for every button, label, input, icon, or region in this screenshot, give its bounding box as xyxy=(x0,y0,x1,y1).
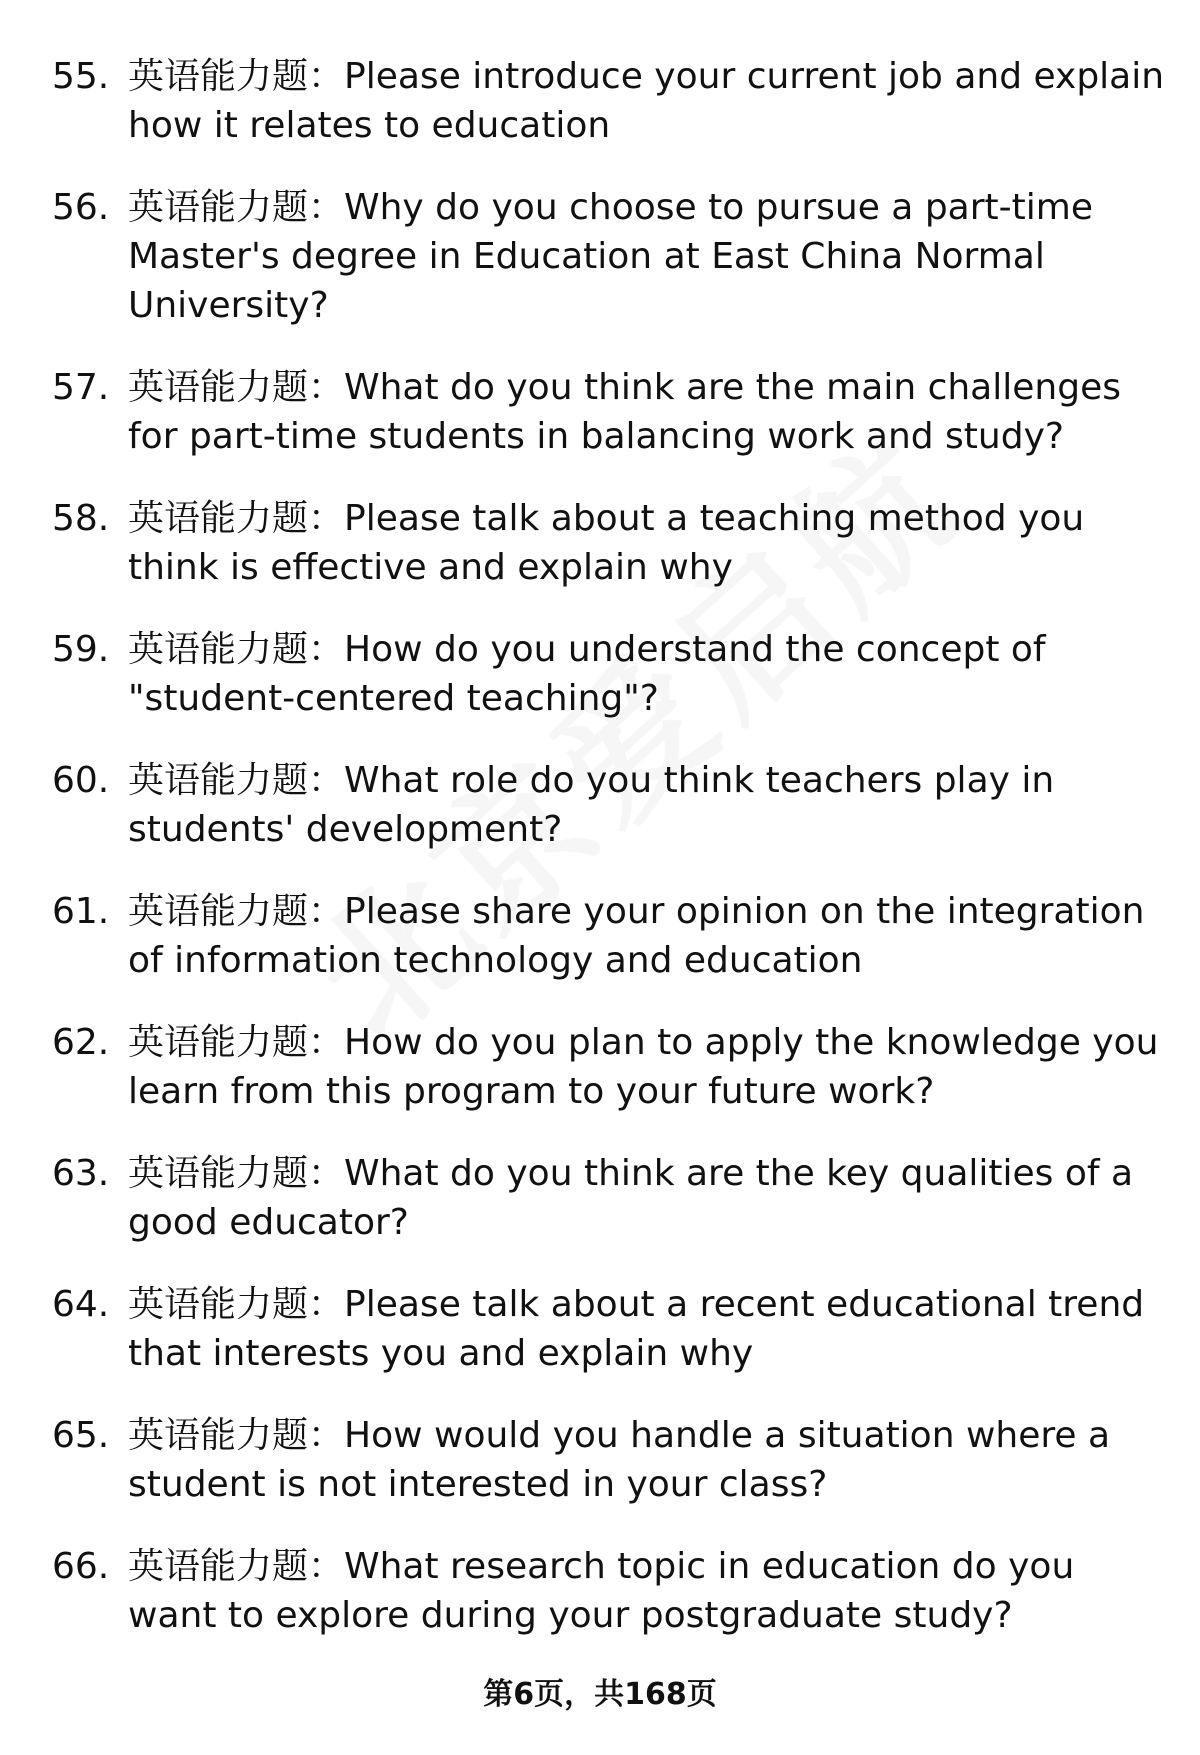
question-text: What do you think are the key qualities of a good educator? xyxy=(128,1153,1134,1243)
question-text: How would you handle a situation where a student is not interested in your class? xyxy=(128,1415,1111,1505)
question-number: 61. xyxy=(52,891,110,932)
question-text: What role do you think teachers play in students' development? xyxy=(128,760,1055,850)
question-prefix: 英语能力题： xyxy=(128,1546,345,1587)
question-item xyxy=(52,1149,1167,1247)
question-text: What research topic in education do you want to explore during your postgraduate study? xyxy=(128,1546,1075,1636)
question-number: 62. xyxy=(52,1022,110,1063)
question-item xyxy=(52,1411,1167,1509)
question-text: Please share your opinion on the integration of information technology and education xyxy=(128,891,1145,981)
question-list xyxy=(52,52,1167,1673)
question-number: 55. xyxy=(52,56,110,97)
question-item xyxy=(52,1542,1167,1640)
question-item xyxy=(52,1018,1167,1116)
question-item xyxy=(52,625,1167,723)
question-prefix: 英语能力题： xyxy=(128,629,345,670)
question-item xyxy=(52,756,1167,854)
question-item xyxy=(52,52,1167,150)
question-prefix: 英语能力题： xyxy=(128,891,345,932)
question-prefix: 英语能力题： xyxy=(128,1022,345,1063)
question-number: 58. xyxy=(52,498,110,539)
question-item xyxy=(52,183,1167,330)
question-prefix: 英语能力题： xyxy=(128,760,345,801)
question-text: Please introduce your current job and explain how it relates to education xyxy=(128,56,1165,146)
question-number: 59. xyxy=(52,629,110,670)
question-item xyxy=(52,363,1167,461)
question-prefix: 英语能力题： xyxy=(128,1153,345,1194)
question-number: 56. xyxy=(52,187,110,228)
question-prefix: 英语能力题： xyxy=(128,56,345,97)
question-number: 66. xyxy=(52,1546,110,1587)
question-text: Please talk about a teaching method you think is effective and explain why xyxy=(128,498,1085,588)
question-text: Why do you choose to pursue a part-time Master's degree in Education at East China Normal University? xyxy=(128,187,1093,326)
question-text: Please talk about a recent educational trend that interests you and explain why xyxy=(128,1284,1145,1374)
question-prefix: 英语能力题： xyxy=(128,187,345,228)
question-prefix: 英语能力题： xyxy=(128,498,345,539)
page-footer: 第6页，共168页 xyxy=(483,1677,717,1712)
question-prefix: 英语能力题： xyxy=(128,1415,345,1456)
question-text: How do you understand the concept of "student-centered teaching"? xyxy=(128,629,1046,719)
question-number: 64. xyxy=(52,1284,110,1325)
question-prefix: 英语能力题： xyxy=(128,1284,345,1325)
question-item xyxy=(52,494,1167,592)
question-text: How do you plan to apply the knowledge you learn from this program to your future work? xyxy=(128,1022,1159,1112)
question-item xyxy=(52,887,1167,985)
question-number: 63. xyxy=(52,1153,110,1194)
question-number: 57. xyxy=(52,367,110,408)
question-number: 60. xyxy=(52,760,110,801)
question-number: 65. xyxy=(52,1415,110,1456)
question-item xyxy=(52,1280,1167,1378)
question-prefix: 英语能力题： xyxy=(128,367,345,408)
question-text: What do you think are the main challenges for part-time students in balancing work and study? xyxy=(128,367,1121,457)
